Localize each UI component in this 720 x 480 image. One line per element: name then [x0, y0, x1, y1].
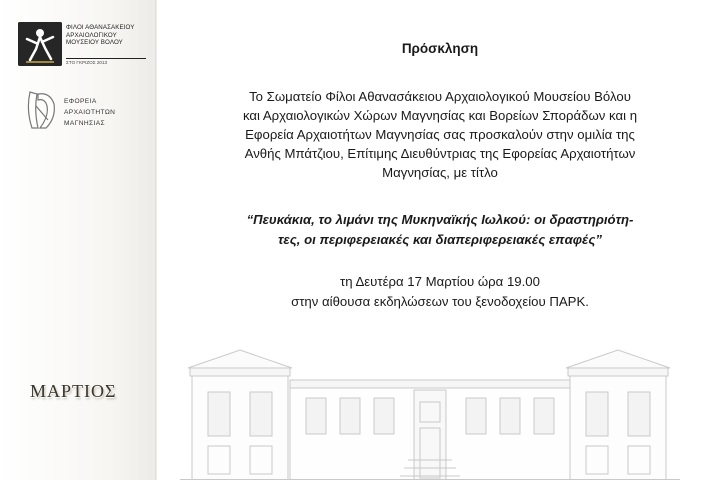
invitation-title: Πρόσκληση: [401, 41, 479, 56]
invitation-body: [160, 87, 720, 182]
lecture-title-line: τες, οι περιφερειακές και διαπεριφερειακές επαφές”: [278, 232, 602, 247]
lecture-title-line: “Πευκάκια, το λιμάνι της Μυκηναϊκής Ιωλκού: οι δραστηριότη-: [246, 212, 634, 227]
friends-logo-year: ΣΤΟ ΓΚΡΙΖΟΣ 2013: [66, 58, 146, 65]
friends-logo-line: ΦΙΛΟΙ ΑΘΑΝΑΣΑΚΕΙΟΥ: [66, 24, 135, 31]
friends-logo-line: ΑΡΧΑΙΟΛΟΓΙΚΟΥ: [66, 31, 117, 39]
ephorate-logo-line: ΜΑΓΝΗΣΙΑΣ: [64, 120, 106, 127]
month-label: ΜΑΡΤΙΟΣ: [30, 381, 117, 401]
body-line: Ανθής Μπάτζιου, Επίτιμης Διευθύντριας της Εφορείας Αρχαιοτήτων: [244, 146, 636, 161]
ephorate-logo-line: ΕΦΟΡΕΙΑ: [64, 98, 97, 105]
neoclassical-building-illustration: [180, 340, 680, 480]
event-date-line: τη Δευτέρα 17 Μαρτίου ώρα 19.00: [340, 274, 540, 289]
sidebar-divider: [155, 0, 157, 480]
body-line: Μαγνησίας, με τίτλο: [382, 165, 498, 180]
body-line: και Αρχαιολογικών Χώρων Μαγνησίας και Βορείων Σποράδων και η: [242, 108, 638, 123]
ephorate-logo-text: [64, 96, 115, 129]
ephorate-logo-line: ΑΡΧΑΙΟΤΗΤΩΝ: [64, 109, 116, 116]
event-venue-line: στην αίθουσα εκδηλώσεων του ξενοδοχείου ΠΑΡΚ.: [291, 294, 589, 309]
body-line: Το Σωματείο Φίλοι Αθανασάκειου Αρχαιολογικού Μουσείου Βόλου: [249, 89, 631, 104]
lecture-title: [160, 210, 720, 250]
left-sidebar: [0, 0, 156, 480]
friends-of-museum-logo: [18, 22, 148, 70]
friends-logo-text: [66, 24, 152, 47]
body-line: Εφορεία Αρχαιοτήτων Μαγνησίας σας προσκαλούν στην ομιλία της: [245, 127, 635, 142]
ancient-figure-icon: [18, 22, 62, 66]
event-time-place: [160, 272, 720, 312]
ephorate-emblem-icon: [24, 88, 58, 132]
ephorate-logo: [24, 88, 154, 136]
friends-logo-line: ΜΟΥΣΕΙΟΥ ΒΟΛΟΥ: [66, 39, 123, 47]
